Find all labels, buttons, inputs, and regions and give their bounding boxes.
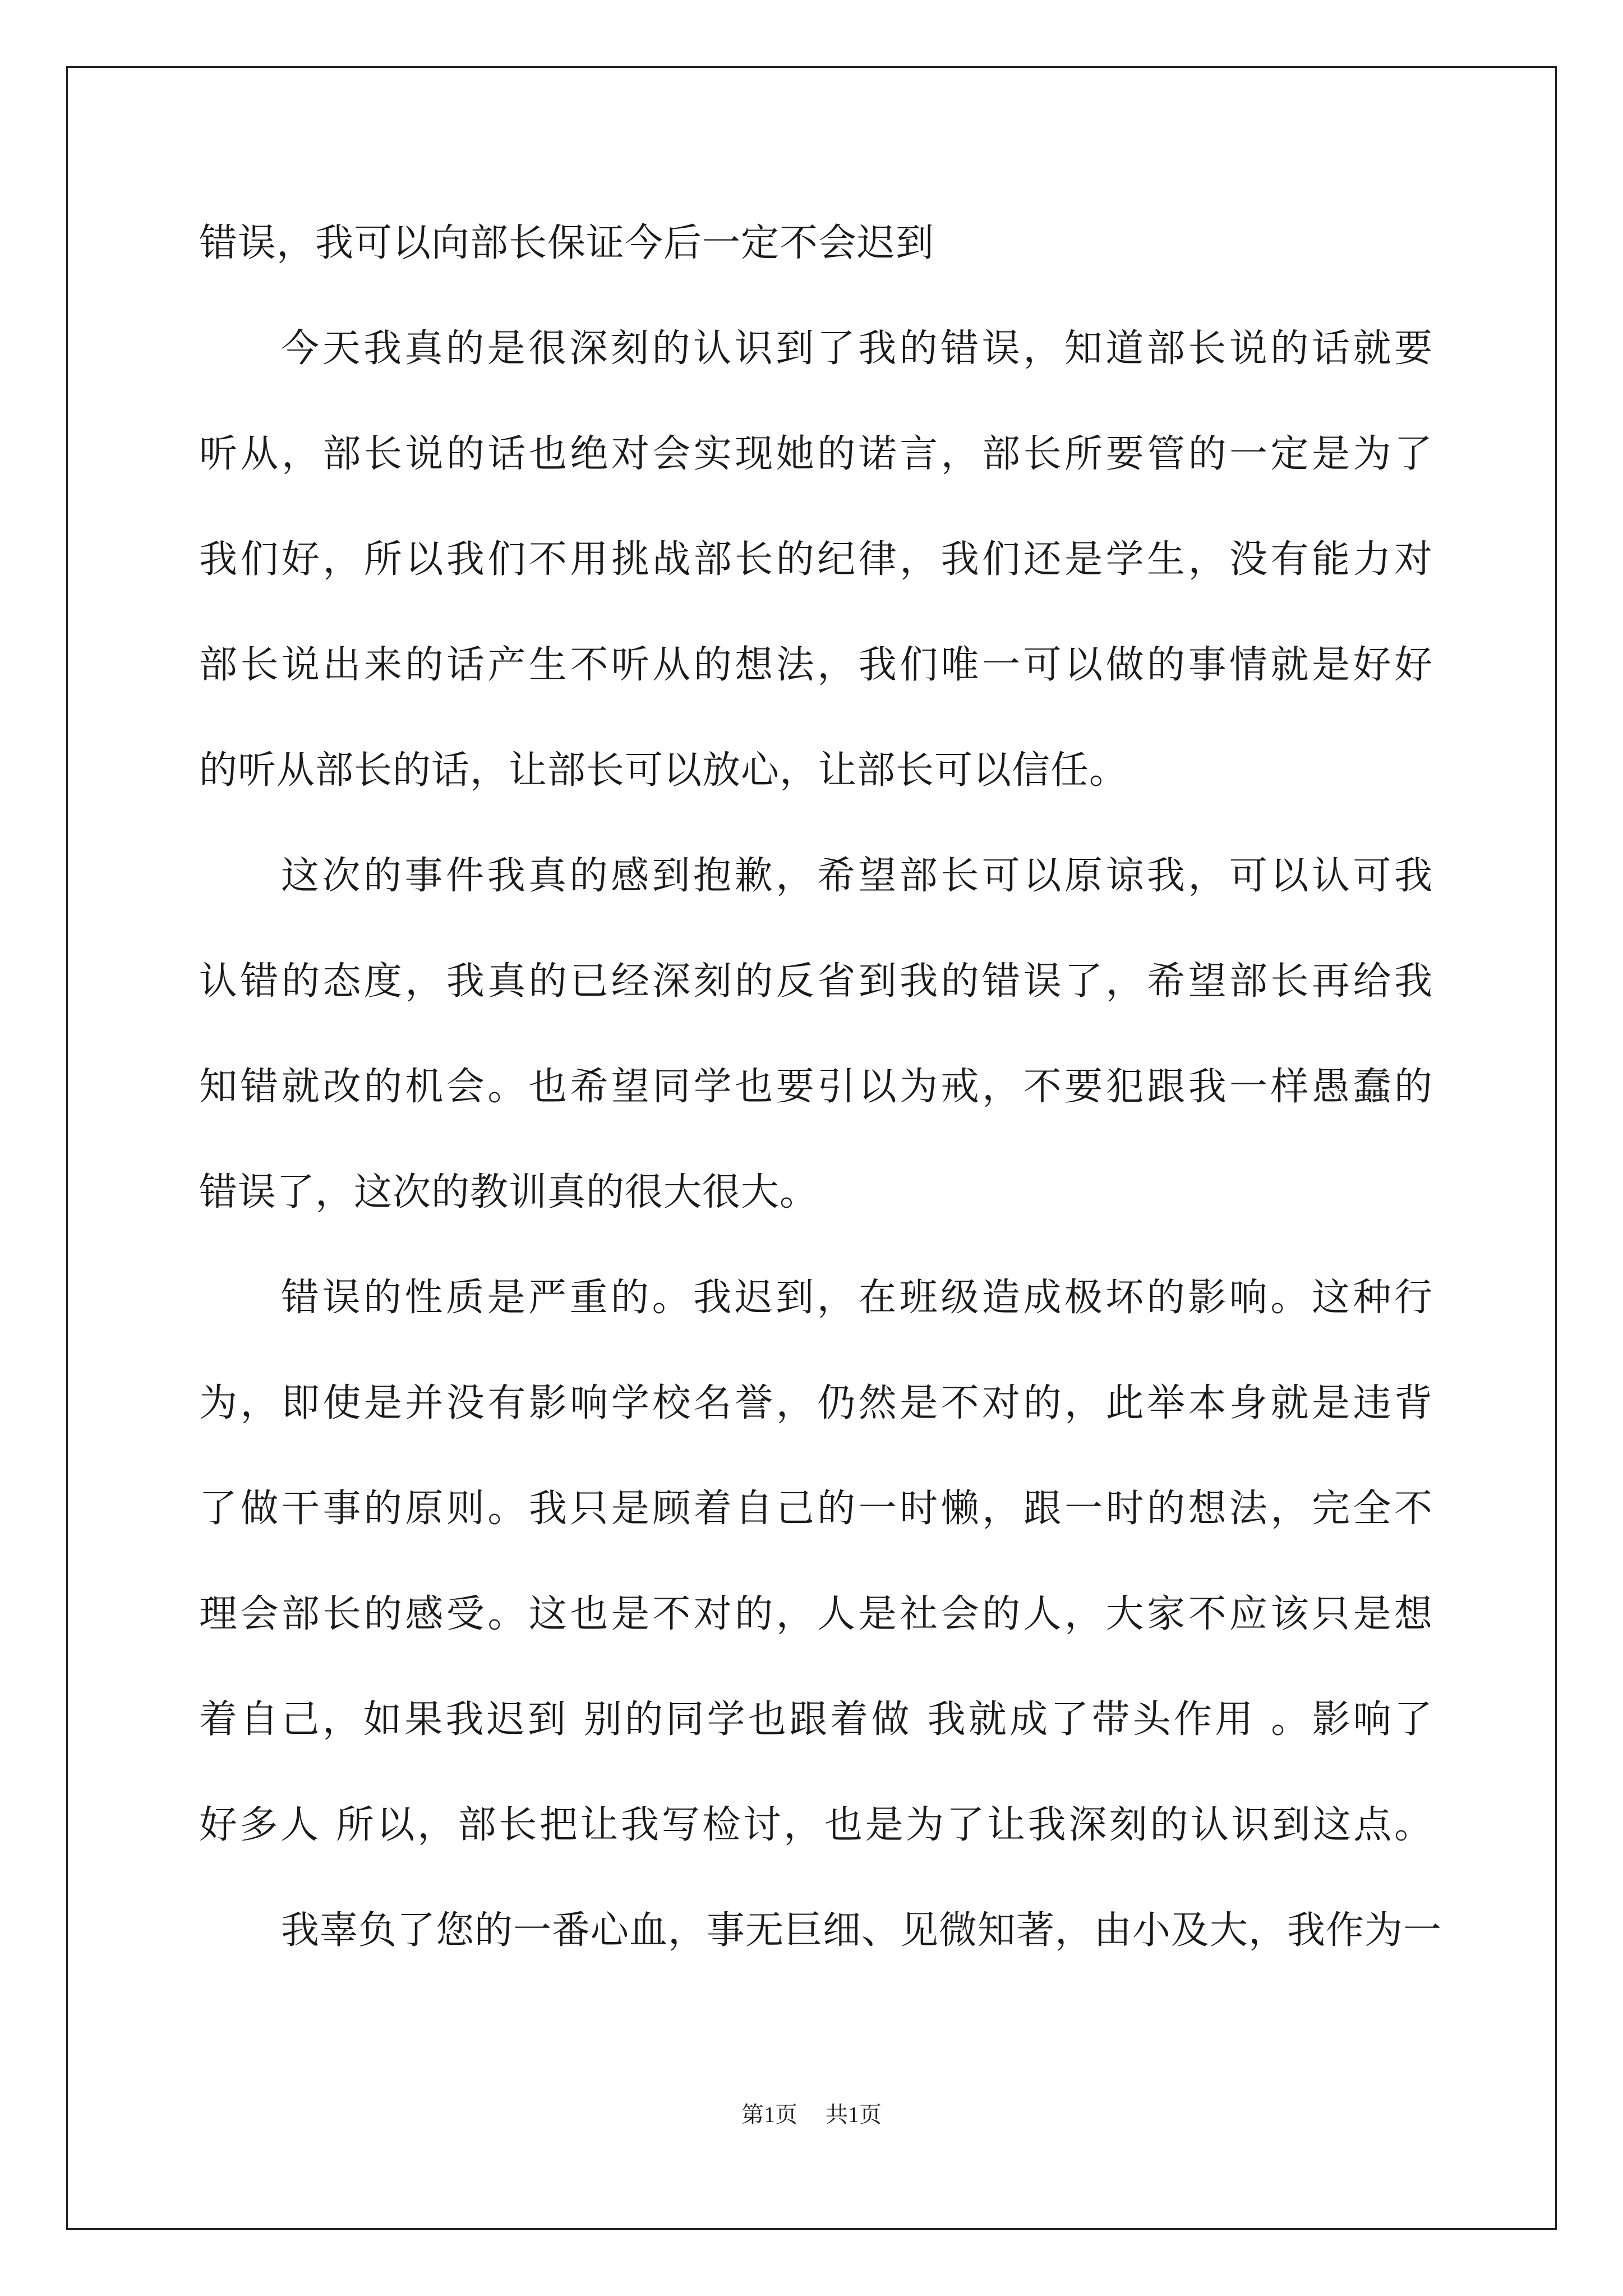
text-line: 部长说出来的话产生不听从的想法，我们唯一可以做的事情就是好好	[199, 643, 1433, 687]
text-line: 好多人 所以，部长把让我写检讨，也是为了让我深刻的认识到这点。	[199, 1803, 1433, 1847]
page-footer	[0, 2097, 1623, 2129]
document-body	[199, 191, 1442, 1984]
text-line: 错误，我可以向部长保证今后一定不会迟到	[199, 221, 935, 265]
text-line: 我辜负了您的一番心血，事无巨细、见微知著，由小及大，我作为一	[281, 1908, 1442, 1953]
text-line: 错误了，这次的教训真的很大很大。	[199, 1170, 819, 1214]
text-line: 这次的事件我真的感到抱歉，希望部长可以原谅我，可以认可我	[281, 854, 1433, 898]
text-line: 错误的性质是严重的。我迟到，在班级造成极坏的影响。这种行	[281, 1276, 1433, 1320]
text-line: 了做干事的原则。我只是顾着自己的一时懒，跟一时的想法，完全不	[199, 1487, 1433, 1531]
page-number-total: 共1页	[826, 2102, 882, 2127]
text-line: 的听从部长的话，让部长可以放心，让部长可以信任。	[199, 748, 1128, 793]
text-line: 知错就改的机会。也希望同学也要引以为戒，不要犯跟我一样愚蠢的	[199, 1065, 1433, 1109]
text-line: 着自己，如果我迟到 别的同学也跟着做 我就成了带头作用 。影响了	[199, 1697, 1433, 1742]
text-line: 为，即使是并没有影响学校名誉，仍然是不对的，此举本身就是违背	[199, 1381, 1433, 1425]
text-line: 听从，部长说的话也绝对会实现她的诺言，部长所要管的一定是为了	[199, 432, 1433, 476]
text-line: 我们好，所以我们不用挑战部长的纪律，我们还是学生，没有能力对	[199, 537, 1433, 582]
text-line: 理会部长的感受。这也是不对的，人是社会的人，大家不应该只是想	[199, 1592, 1433, 1636]
page-number-current: 第1页	[741, 2102, 797, 2127]
text-line: 认错的态度，我真的已经深刻的反省到我的错误了，希望部长再给我	[199, 959, 1433, 1004]
text-line: 今天我真的是很深刻的认识到了我的错误，知道部长说的话就要	[281, 326, 1433, 371]
